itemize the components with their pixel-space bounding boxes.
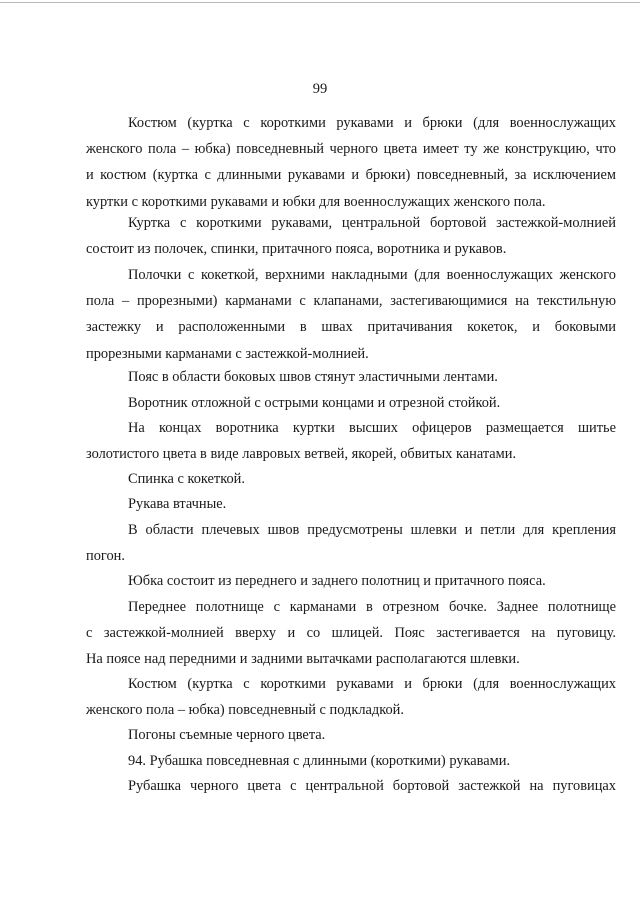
paragraph-shirt-description: [86, 773, 616, 799]
text-line: Юбка состоит из переднего и заднего полотниц и притачного пояса.: [128, 573, 546, 589]
text-line: Костюм (куртка с короткими рукавами и брюки (для военнослужащих: [128, 115, 616, 131]
paragraph-suit-lining: [86, 671, 616, 723]
text-line: Пояс в области боковых швов стянут эластичными лентами.: [128, 369, 498, 385]
text-line: Воротник отложной с острыми концами и отрезной стойкой.: [128, 395, 501, 411]
text-line: женского пола – юбка) повседневный черного цвета имеет ту же конструкцию, что: [86, 141, 616, 158]
text-line: золотистого цвета в виде лавровых ветвей, якорей, обвитых канатами.: [86, 446, 517, 463]
text-line: состоит из полочек, спинки, притачного пояса, воротника и рукавов.: [86, 241, 507, 258]
text-line: застежку и расположенными в швах притачивания кокеток, и боковыми: [86, 319, 616, 336]
text-line: пола – прорезными) карманами с клапанами, застегивающимися на текстильную: [86, 293, 616, 310]
text-line: женского пола – юбка) повседневный с подкладкой.: [86, 702, 404, 719]
paragraph-shoulder-loops: [86, 517, 616, 569]
paragraph-collar: [86, 390, 616, 416]
top-edge-line: [0, 2, 640, 3]
text-line: Куртка с короткими рукавами, центральной бортовой застежкой-молнией: [128, 215, 616, 231]
text-line: Полочки с кокеткой, верхними накладными (для военнослужащих женского: [128, 267, 616, 283]
paragraph-collar-embroidery: [86, 415, 616, 467]
paragraph-skirt-panels: [86, 594, 616, 673]
text-line: с застежкой-молнией вверху и со шлицей. Пояс застегивается на пуговицу.: [86, 625, 616, 642]
text-line: Спинка с кокеткой.: [128, 471, 245, 487]
paragraph-item-94-heading: [86, 748, 616, 774]
text-line: и костюм (куртка с длинными рукавами и брюки) повседневный, за исключением: [86, 167, 616, 184]
paragraph-belt: [86, 364, 616, 390]
text-line: прорезными карманами с застежкой-молнией.: [86, 345, 369, 362]
paragraph-sleeves: [86, 491, 616, 517]
text-line: Рубашка черного цвета с центральной бортовой застежкой на пуговицах: [128, 778, 616, 794]
paragraph-skirt: [86, 568, 616, 594]
paragraph-shoulder-straps: [86, 722, 616, 748]
text-line: Переднее полотнище с карманами в отрезном бочке. Заднее полотнище: [128, 599, 616, 615]
text-line: На концах воротника куртки высших офицеров размещается шитье: [128, 420, 616, 436]
page-number: 99: [312, 81, 328, 97]
text-line: Погоны съемные черного цвета.: [128, 727, 326, 743]
text-line: куртки с короткими рукавами и юбки для военнослужащих женского пола.: [86, 193, 546, 210]
text-line: 94. Рубашка повседневная с длинными (короткими) рукавами.: [128, 753, 511, 769]
paragraph-back: [86, 466, 616, 492]
text-line: Костюм (куртка с короткими рукавами и брюки (для военнослужащих: [128, 676, 616, 692]
text-line: На поясе над передними и задними вытачками располагаются шлевки.: [86, 651, 520, 668]
text-line: погон.: [86, 548, 125, 565]
paragraph-front-panels: [86, 262, 616, 367]
paragraph-jacket-description: [86, 210, 616, 262]
paragraph-suit-short-sleeves: [86, 110, 616, 215]
text-line: Рукава втачные.: [128, 496, 227, 512]
text-line: В области плечевых швов предусмотрены шлевки и петли для крепления: [128, 522, 616, 538]
